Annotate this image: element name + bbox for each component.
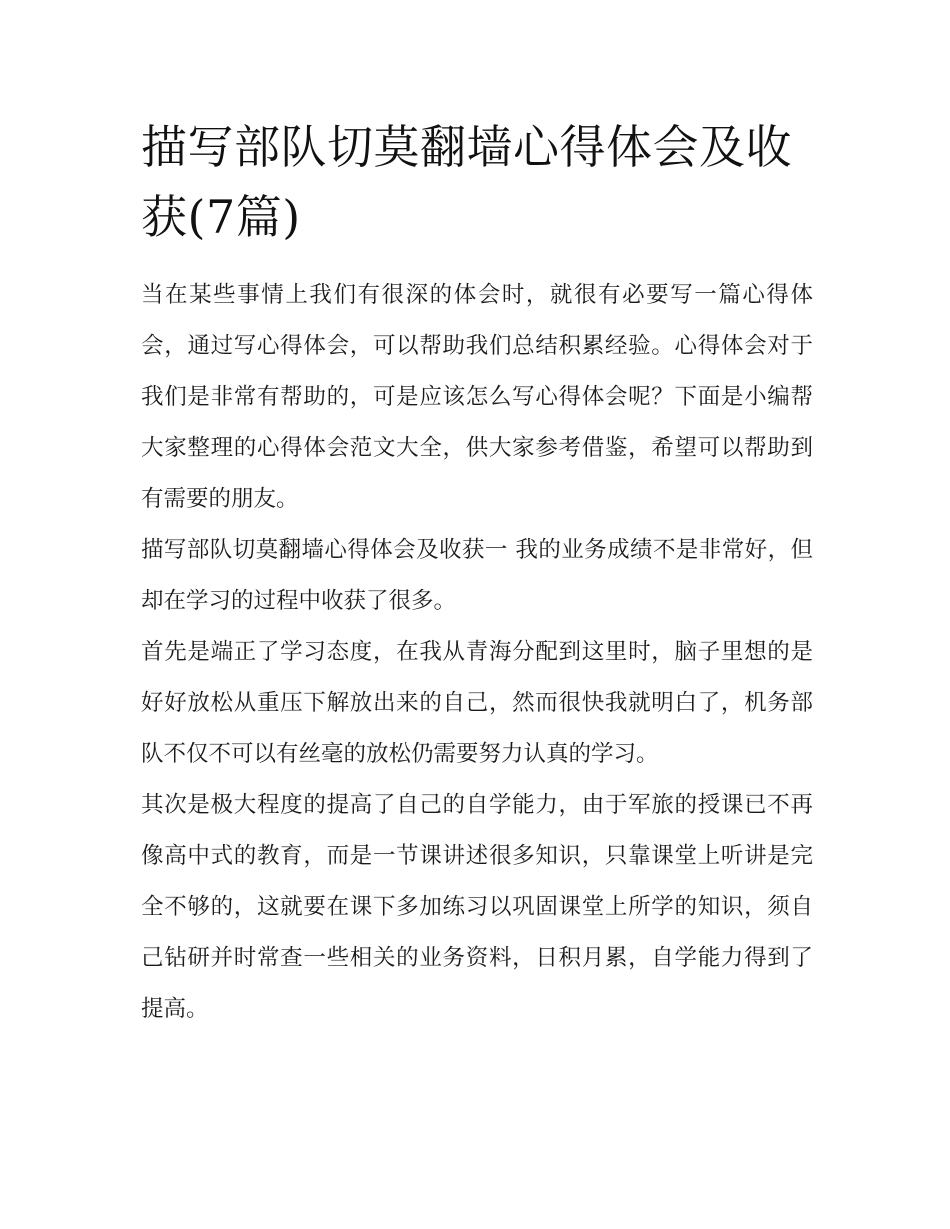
paragraph-attitude: 首先是端正了学习态度，在我从青海分配到这里时，脑子里想的是好好放松从重压下解放出来的自己，然而很快我就明白了，机务部队不仅不可以有丝毫的放松仍需要努力认真的学习。 — [141, 639, 813, 767]
paragraph-self-study: 其次是极大程度的提高了自己的自学能力，由于军旅的授课已不再像高中式的教育，而是一节课讲述很多知识，只靠课堂上听讲是完全不够的，这就要在课下多加练习以巩固课堂上所学的知识，须自己钻研并时常查一些相关的业务资料，日积月累，自学能力得到了提高。 — [141, 792, 813, 1022]
paragraph-intro: 当在某些事情上我们有很深的体会时，就很有必要写一篇心得体会，通过写心得体会，可以帮助我们总结积累经验。心得体会对于我们是非常有帮助的，可是应该怎么写心得体会呢？下面是小编帮大家整理的心得体会范文大全，供大家参考借鉴，希望可以帮助到有需要的朋友。 — [141, 282, 813, 512]
document-title: 描写部队切莫翻墙心得体会及收获(7篇) — [141, 120, 792, 244]
paragraph-section-one: 描写部队切莫翻墙心得体会及收获一 我的业务成绩不是非常好，但却在学习的过程中收获了很多。 — [141, 537, 813, 614]
document-content — [141, 112, 813, 1035]
